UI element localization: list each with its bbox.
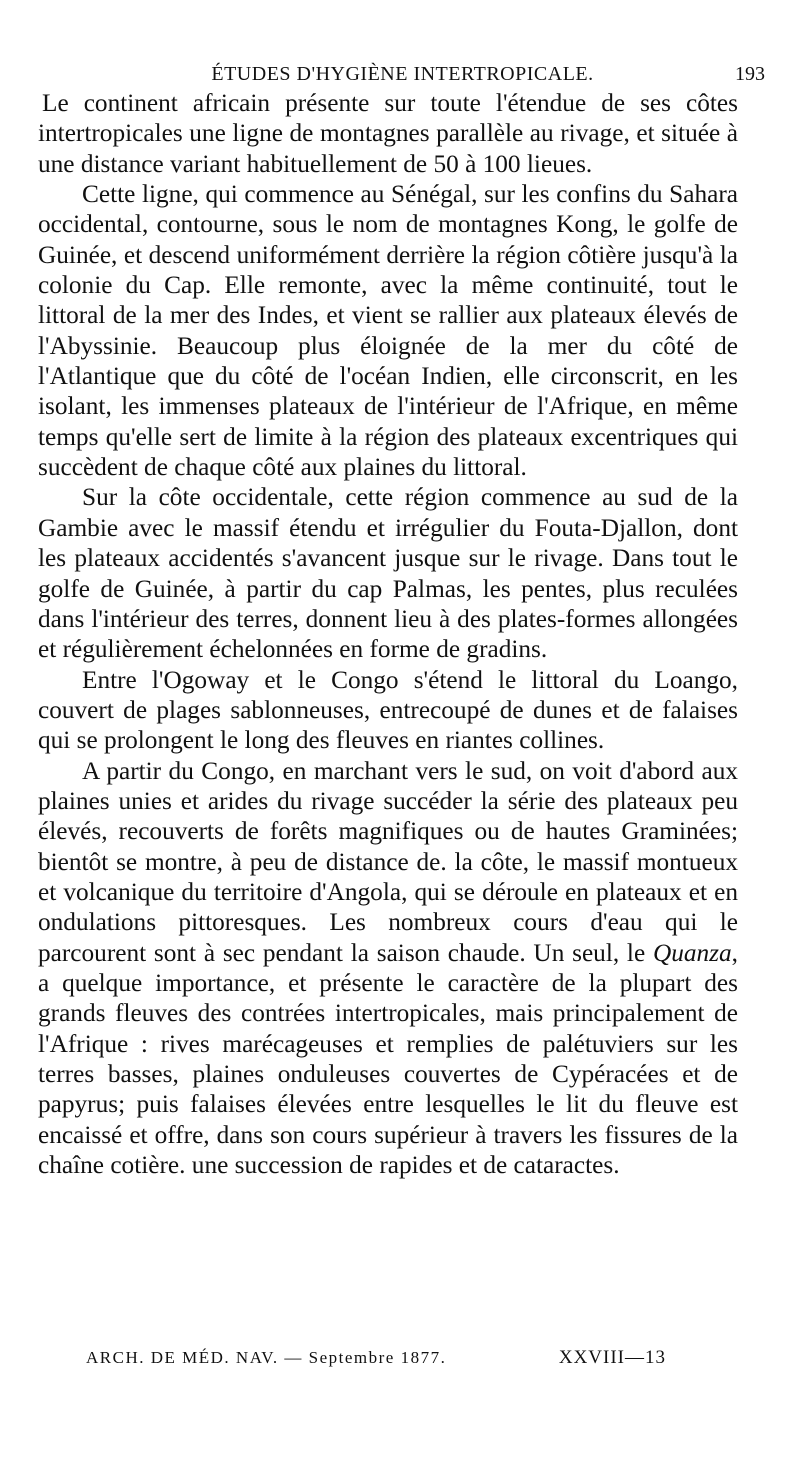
footer-source: ARCH. DE MÉD. NAV. — Septembre 1877. <box>86 1348 447 1367</box>
paragraph-angola <box>38 756 738 1181</box>
page-number: 193 <box>735 63 765 85</box>
paragraph-loango: Entre l'Ogoway et le Congo s'étend le littoral du Loango, couvert de plages sablonneuses, entrecoupé de dunes et de falaises qui se prolongent le long des fleuves en riantes collines. <box>38 665 738 755</box>
running-title: ÉTUDES D'HYGIÈNE INTERTROPICALE. <box>211 63 594 85</box>
paragraph-angola-end: , a quelque importance, et présente le caractère de la plupart des grands fleuves des contrées intertropicales, mais principalement de l'Afrique : rives marécageuses et remplies de palétuviers sur les terres basses, plaines onduleuses couvertes de Cypéracées et de papyrus; puis falaises élevées entre lesquelles le lit du fleuve est encaissé et offre, dans son cours supérieur à travers les fissures de la chaîne cotière. une succession de rapides et de cataractes. <box>38 938 738 1180</box>
page-footer <box>86 1345 666 1371</box>
body-text <box>38 88 738 1180</box>
paragraph-angola-start: A partir du Congo, en marchant vers le sud, on voit d'abord aux plaines unies et arides du rivage succéder la série des plateaux peu élevés, recouverts de forêts magnifiques ou de hautes Graminées; bientôt se montre, à peu de distance de. la côte, le massif montueux et volcanique du territoire d'Angola, qui se déroule en plateaux et en ondulations pittoresques. Les nombreux cours d'eau qui le parcourent sont à sec pendant la saison chaude. Un seul, le <box>38 756 738 967</box>
paragraph-coast-mountains: Le continent africain présente sur toute l'étendue de ses côtes intertropicales une ligne de montagnes parallèle au rivage, et située à une distance variant habituellement de 50 à 100 lieues. <box>38 89 738 178</box>
paragraph-mountain-line: Cette ligne, qui commence au Sénégal, sur les confins du Sahara occidental, contourne, sous le nom de montagnes Kong, le golfe de Guinée, et descend uniformément derrière la région côtière jusqu'à la colonie du Cap. Elle remonte, avec la même continuité, tout le littoral de la mer des Indes, et vient se rallier aux plateaux élevés de l'Abyssinie. Beaucoup plus éloignée de la mer du côté de l'Atlantique que du côté de l'océan Indien, elle circonscrit, en les isolant, les immenses plateaux de l'intérieur de l'Afrique, en même temps qu'elle sert de limite à la région des plateaux excentriques qui succèdent de chaque côté aux plaines du littoral. <box>38 180 738 482</box>
paragraph-west-coast: Sur la côte occidentale, cette région commence au sud de la Gambie avec le massif étendu et irrégulier du Fouta-Djallon, dont les plateaux accidentés s'avancent jusque sur le rivage. Dans tout le golfe de Guinée, à partir du cap Palmas, les pentes, plus reculées dans l'intérieur des terres, donnent lieu à des plates-formes allongées et régulièrement échelonnées en forme de gradins. <box>38 483 738 664</box>
running-head <box>40 60 765 88</box>
river-name-quanza: Quanza <box>652 938 732 967</box>
footer-signature: XXVIII—13 <box>558 1347 666 1368</box>
